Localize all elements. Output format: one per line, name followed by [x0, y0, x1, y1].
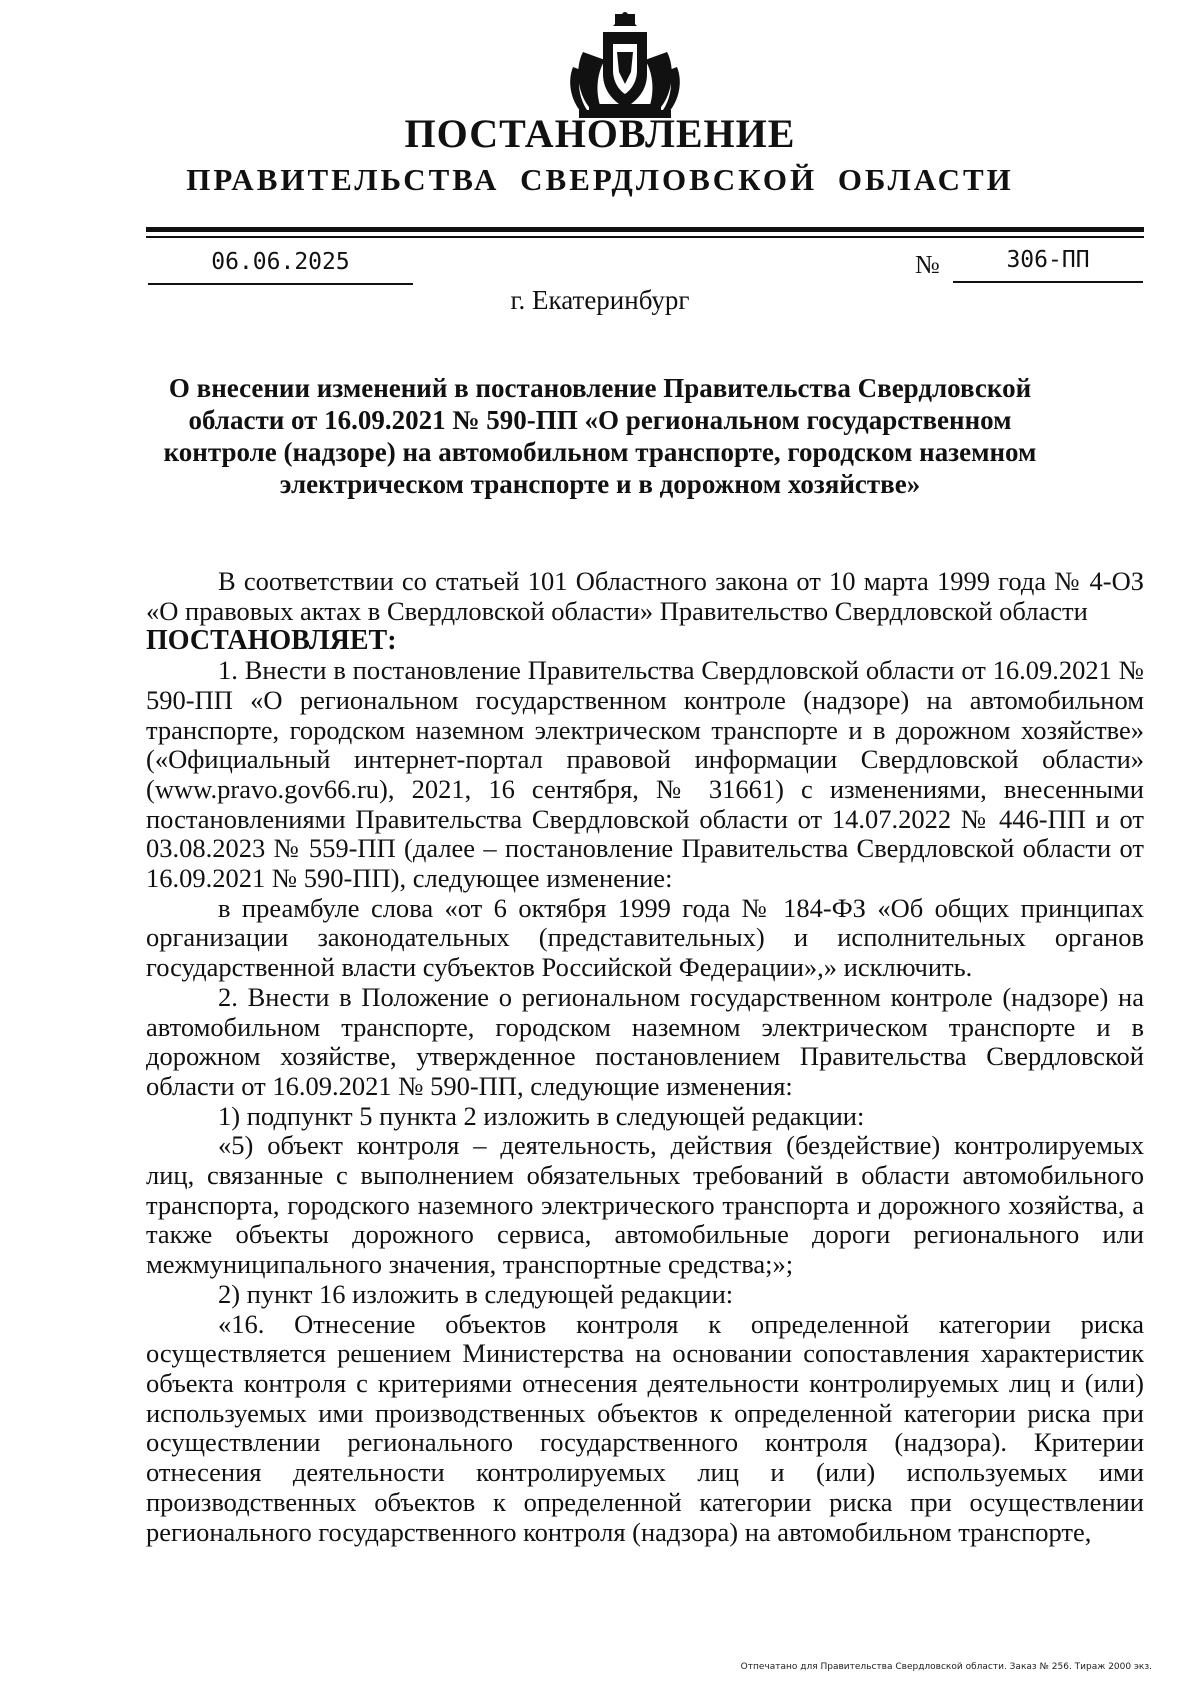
document-date: 06.06.2025 [148, 247, 413, 285]
clause-2-item-2-text: «16. Отнесение объектов контроля к определенной категории риска осуществляется решением Министерства на основании сопоставления характеристик объекта контроля с критериями отнесения деятельности контролируемых лиц и (или) используемых ими производственных объектов к определенной категории риска при осуществлении регионального государственного контроля (надзора). Критерии отнесения деятельности контролируемых лиц и (или) используемых ими производственных объектов к определенной категории риска при осуществлении регионального государственного контроля (надзора) на автомобильном транспорте, [146, 1308, 1144, 1547]
document-number: 306-ПП [953, 245, 1143, 283]
print-footer: Отпечатано для Правительства Свердловской области. Заказ № 256. Тираж 2000 экз. [740, 1662, 1152, 1672]
number-sign: № [915, 250, 940, 279]
header-divider-thick [146, 227, 1144, 232]
document-title: ПОСТАНОВЛЕНИЕ [404, 111, 796, 156]
clause-2-item-1-text: «5) объект контроля – деятельность, действия (бездействие) контролируемых лиц, связанные с выполнением обязательных требований в области автомобильного транспорта, городского наземного электрического транспорта и дорожного хозяйства, а также объекты дорожного сервиса, автомобильные дороги регионального или межмуниципального значения, транспортные средства;»; [146, 1130, 1144, 1280]
decree-keyword: ПОСТАНОВЛЯЕТ: [146, 625, 397, 657]
preamble: В соответствии со статьей 101 Областного закона от 10 марта 1999 года № 4-ОЗ «О правовых актах в Свердловской области» Правительство Свердловской области [146, 566, 1144, 626]
issuing-authority: ПРАВИТЕЛЬСТВА СВЕРДЛОВСКОЙ ОБЛАСТИ [186, 162, 1014, 197]
clause-1-amendment: в преамбуле слова «от 6 октября 1999 года № 184-ФЗ «Об общих принципах организации законодательных (представительных) и исполнительных органов государственной власти субъектов Российской Федерации»,» исключить. [146, 892, 1144, 983]
header-divider-thin [146, 236, 1144, 238]
city: г. Екатеринбург [510, 285, 690, 315]
clause-2-item-1: 1) подпункт 5 пункта 2 изложить в следующей редакции: [218, 1100, 865, 1131]
clause-2: 2. Внести в Положение о региональном государственном контроле (надзоре) на автомобильном транспорте, городском наземном электрическом транспорте и в дорожном хозяйстве, утвержденное постановлением Правительства Свердловской области от 16.09.2021 № 590-ПП, следующие изменения: [146, 981, 1144, 1101]
clause-1: 1. Внести в постановление Правительства Свердловской области от 16.09.2021 № 590-ПП «О региональном государственном контроле (надзоре) на автомобильном транспорте, городском наземном электрическом транспорте и в дорожном хозяйстве» («Официальный интернет-портал правовой информации Свердловской области» (www.pravo.gov66.ru), 2021, 16 сентября, № 31661) с изменениями, внесенными постановлениями Правительства Свердловской области от 14.07.2022 № 446-ПП и от 03.08.2023 № 559-ПП (далее – постановление Правительства Свердловской области от 16.09.2021 № 590-ПП), следующее изменение: [146, 655, 1144, 894]
document-body [146, 567, 1144, 1547]
coat-of-arms-icon [565, 12, 685, 122]
document-heading: О внесении изменений в постановление Правительства Свердловской области от 16.09.2021 № 590-ПП «О региональном государственном контроле (надзоре) на автомобильном транспорте, городском наземном электрическом транспорте и в дорожном хозяйстве» [163, 373, 1037, 499]
clause-2-item-2: 2) пункт 16 изложить в следующей редакции: [218, 1278, 734, 1309]
